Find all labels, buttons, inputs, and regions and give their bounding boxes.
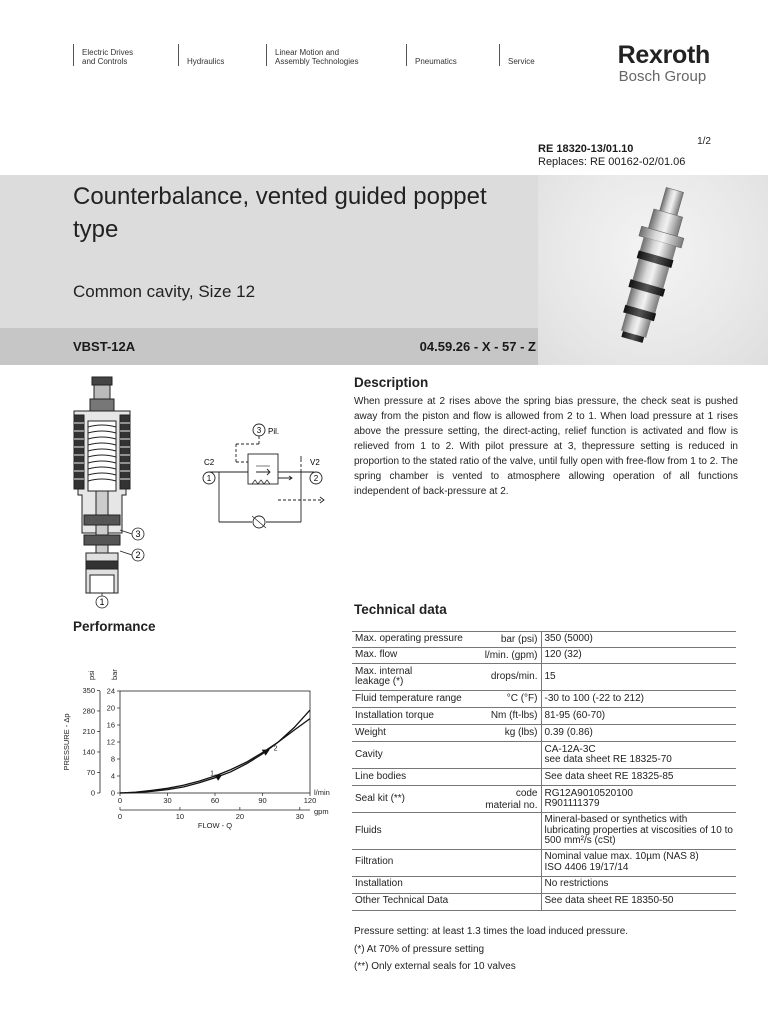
spec-label: Installation torque — [355, 709, 434, 721]
x-tick-label-lpm: 60 — [210, 796, 220, 805]
spec-value: See data sheet RE 18350-50 — [544, 895, 674, 907]
y-tick-label-bar: 16 — [106, 720, 115, 730]
spec-label: Weight — [355, 726, 386, 738]
replaces-text: Replaces: RE 00162-02/01.06 — [538, 156, 686, 168]
spec-value: See data sheet RE 18325-85 — [544, 770, 674, 782]
note-pressure-setting: Pressure setting: at least 1.3 times the load induced pressure. — [354, 926, 629, 937]
spec-label-cell — [352, 664, 541, 691]
spec-value-cell — [541, 708, 736, 725]
spec-label: Fluids — [355, 824, 382, 836]
performance-heading: Performance — [73, 619, 156, 634]
spec-unit — [485, 788, 537, 812]
table-row — [352, 691, 736, 708]
spec-value: 81-95 (60-70) — [544, 709, 606, 721]
spec-value: 120 (32) — [544, 649, 582, 661]
spec-label-cell — [352, 632, 541, 648]
performance-chart — [60, 660, 360, 840]
x-tick-label-gpm: 10 — [175, 812, 185, 821]
spec-value-cell — [541, 691, 736, 708]
spec-unit — [485, 650, 538, 661]
spec-label: Max. flow — [355, 649, 398, 661]
note-leakage: (*) At 70% of pressure setting — [354, 943, 485, 955]
note-seals: (**) Only external seals for 10 valves — [354, 961, 516, 972]
schematic-v2-label: V2 — [310, 458, 320, 467]
footnotes — [354, 923, 628, 976]
spec-label-cell — [352, 691, 541, 708]
model-code: 04.59.26 - X - 57 - Z — [419, 339, 536, 354]
y-tick-label-bar: 24 — [106, 686, 115, 696]
spec-label-cell — [352, 648, 541, 664]
y-tick-label-psi: 280 — [82, 706, 95, 716]
spec-value: 0.39 (0.86) — [544, 726, 593, 738]
table-row — [352, 632, 736, 648]
spec-label: Line bodies — [355, 770, 407, 782]
table-row — [352, 876, 736, 893]
brand-name: Rexroth — [617, 41, 710, 69]
spec-unit — [491, 711, 538, 722]
table-row — [352, 648, 736, 664]
spec-label-cell — [352, 725, 541, 742]
x-tick-label-lpm: 120 — [303, 796, 317, 805]
y-tick-label-bar: 4 — [110, 771, 115, 781]
spec-label-cell — [352, 849, 541, 876]
spec-value-cell — [541, 769, 736, 786]
y-tick-label-bar: 12 — [106, 737, 115, 747]
spec-unit-primary: Nm (ft-lbs) — [490, 709, 538, 721]
spec-label: Filtration — [355, 856, 394, 868]
spec-value: Mineral-based or synthetics with lubricating properties at viscosities of 10 to 500 mm²/s (cSt) — [544, 814, 733, 846]
x-tick-label-gpm: 0 — [117, 812, 123, 821]
y-tick-label-bar: 0 — [110, 788, 115, 798]
spec-unit-primary: °C (°F) — [506, 692, 538, 704]
nav-linear-motion[interactable]: Linear Motion and Assembly Technologies — [266, 44, 402, 66]
brand-logo — [618, 42, 710, 85]
y-tick-label-bar: 8 — [110, 754, 115, 764]
spec-label-cell — [352, 769, 541, 786]
series-line-2 — [120, 719, 310, 793]
table-row — [352, 813, 736, 850]
spec-value-cell — [541, 813, 736, 850]
spec-value-cell — [541, 632, 736, 648]
y-tick-label-psi: 0 — [90, 788, 95, 798]
schematic-port-2: 2 — [313, 474, 319, 483]
spec-unit-primary: kg (lbs) — [504, 726, 538, 738]
y-tick-label-psi: 70 — [86, 767, 95, 777]
series-label-2: 2 — [273, 745, 278, 753]
table-row — [352, 725, 736, 742]
x-unit-lpm: l/min — [314, 788, 330, 797]
page-number: 1/2 — [697, 136, 711, 147]
spec-unit-secondary: material no. — [485, 800, 538, 811]
y-tick-label-psi: 210 — [82, 726, 95, 736]
spec-label: Other Technical Data — [355, 895, 449, 907]
x-tick-label-gpm: 30 — [295, 812, 304, 821]
y-tick-label-bar: 20 — [106, 703, 115, 713]
spec-label-cell — [352, 708, 541, 725]
spec-label-cell — [352, 893, 541, 910]
spec-unit — [505, 728, 538, 739]
nav-electric-drives[interactable]: Electric Drives and Controls — [73, 44, 173, 66]
spec-label-cell — [352, 813, 541, 850]
description-text: When pressure at 2 rises above the spring bias pressure, the check seat is pushed away from the piston and flow is allowed from 2 to 1. When load pressure at 1 rises above the pressure setting, the direct-acting, relief function is activated and flow is relieved from 1 to 2. With pilot pressure at 3, thepressure setting is reduced in proportion to the stated ratio of the valve, until fully open with free-flow from 1 to 2. The spring chamber is vented to atmosphere allowing operation of all functions independent of back-pressure at 2. — [354, 396, 738, 497]
spec-label: Installation — [355, 878, 403, 890]
spec-value: -30 to 100 (-22 to 212) — [544, 692, 645, 704]
schematic-port-3: 3 — [256, 426, 262, 435]
spec-value-cell — [541, 648, 736, 664]
table-row — [352, 893, 736, 910]
x-tick-label-gpm: 20 — [235, 812, 245, 821]
technical-data-heading: Technical data — [354, 602, 447, 617]
spec-value: CA-12A-3C — [544, 743, 596, 755]
spec-label-cell — [352, 786, 541, 813]
spec-value: 350 (5000) — [544, 633, 593, 645]
table-row — [352, 849, 736, 876]
spec-label-cell — [352, 742, 541, 769]
spec-unit-primary: code — [515, 788, 538, 799]
spec-value: RG12A9010520100 — [544, 787, 633, 799]
spec-value-cell — [541, 876, 736, 893]
spec-unit-primary: bar (psi) — [500, 633, 538, 645]
x-unit-gpm: gpm — [314, 807, 329, 816]
table-row — [352, 786, 736, 813]
table-row — [352, 708, 736, 725]
x-tick-label-lpm: 30 — [163, 796, 172, 805]
technical-data-table — [352, 631, 736, 911]
y-axis-label: PRESSURE - Δp — [62, 713, 71, 771]
spec-label: Max. internal leakage (*) — [355, 665, 413, 687]
table-row — [352, 742, 736, 769]
series-label-1: 1 — [210, 770, 215, 778]
spec-value-cell — [541, 742, 736, 769]
y-tick-label-psi: 140 — [82, 747, 95, 757]
spec-unit-primary: l/min. (gpm) — [484, 649, 538, 661]
schematic-pilot-label: Pil. — [268, 427, 280, 436]
spec-label: Max. operating pressure — [355, 633, 463, 645]
x-tick-label-lpm: 90 — [258, 796, 267, 805]
page-title: Counterbalance, vented guided poppet type — [73, 183, 487, 243]
page-subtitle: Common cavity, Size 12 — [73, 282, 256, 301]
table-row — [352, 769, 736, 786]
y-unit-bar: bar — [110, 669, 119, 680]
spec-value: No restrictions — [544, 878, 609, 890]
spec-value-cell — [541, 725, 736, 742]
spec-value-cell — [541, 849, 736, 876]
cutaway-port-2: 2 — [135, 550, 141, 560]
spec-value: 15 — [544, 670, 556, 682]
spec-value-secondary: R901111379 — [544, 798, 600, 809]
x-axis-label: FLOW - Q — [197, 821, 233, 830]
schematic-port-1: 1 — [206, 474, 212, 483]
spec-value-cell — [541, 893, 736, 910]
spec-unit-primary: drops/min. — [490, 670, 538, 682]
cutaway-port-3: 3 — [135, 529, 141, 539]
brand-subtitle: Bosch Group — [618, 68, 707, 85]
spec-value: Nominal value max. 10µm (NAS 8) — [544, 851, 699, 862]
schematic-c2-label: C2 — [204, 458, 215, 467]
series-line-1 — [120, 710, 310, 793]
table-row — [352, 664, 736, 691]
spec-unit — [501, 634, 538, 645]
spec-label: Seal kit (**) — [355, 792, 406, 804]
hydraulic-schematic — [196, 420, 336, 530]
spec-label: Cavity — [355, 748, 383, 760]
model-name: VBST-12A — [73, 339, 136, 354]
y-unit-psi: psi — [87, 670, 96, 680]
nav-pneumatics[interactable]: Pneumatics — [406, 44, 494, 66]
nav-service[interactable]: Service — [499, 44, 559, 66]
spec-value-secondary: see data sheet RE 18325-70 — [544, 754, 672, 765]
y-tick-label-psi: 350 — [82, 685, 95, 695]
spec-unit — [507, 694, 538, 705]
spec-label: Fluid temperature range — [355, 692, 462, 704]
document-id: RE 18320-13/01.10 — [538, 143, 634, 155]
spec-label-cell — [352, 876, 541, 893]
product-photo — [538, 175, 768, 365]
spec-value-cell — [541, 786, 736, 813]
cutaway-port-1: 1 — [99, 597, 105, 607]
document-reference — [538, 143, 685, 169]
nav-hydraulics[interactable]: Hydraulics — [178, 44, 263, 66]
spec-unit — [491, 672, 538, 683]
spec-value-cell — [541, 664, 736, 691]
valve-cutaway-drawing — [60, 375, 160, 615]
model-bar — [0, 328, 538, 365]
description-heading: Description — [354, 375, 429, 390]
x-tick-label-lpm: 0 — [117, 796, 123, 805]
spec-value-secondary: ISO 4406 19/17/14 — [544, 861, 629, 873]
